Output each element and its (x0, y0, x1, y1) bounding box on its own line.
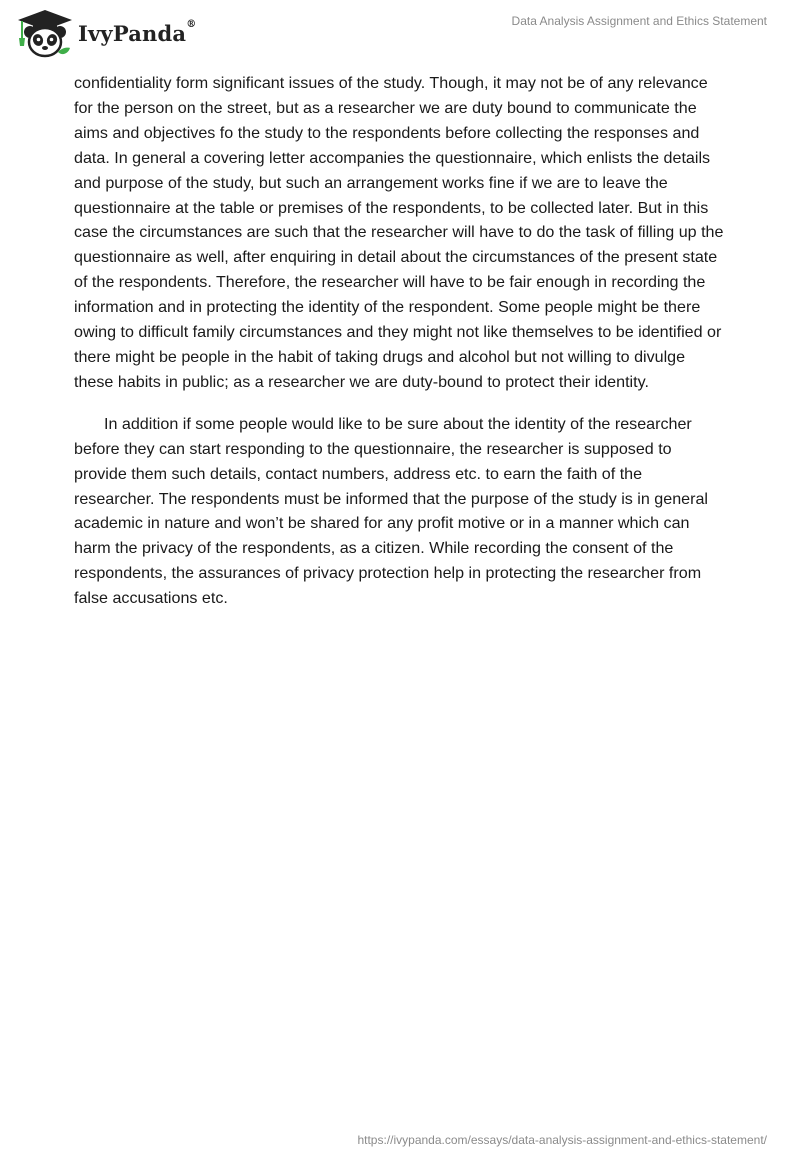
paragraph: confidentiality form significant issues of the study. Though, it may not be of any relevance for the person on the street, but as a researcher we are duty bound to communicate the aims and objectives fo the study to the respondents before collecting the responses and data. In general a covering letter accompanies the questionnaire, which enlists the details and purpose of the study, but such an arrangement works fine if we are to leave the questionnaire at the table or premises of the respondents, to be collected later. But in this case the circumstances are such that the researcher will have to do the task of filling up the questionnaire as well, after enquiring in detail about the circumstances of the present state of the respondents. Therefore, the researcher will have to be fair enough in recording the information and in protecting the identity of the respondent. Some people might be there owing to difficult family circumstances and they might not like themselves to be identified or there might be people in the habit of taking drugs and alcohol but not willing to divulge these habits in public; as a researcher we are duty-bound to protect their identity. (74, 74, 724, 391)
registered-mark: ® (186, 19, 197, 30)
document-title: Data Analysis Assignment and Ethics Statement (511, 14, 767, 28)
ivypanda-logo[interactable] (14, 8, 204, 58)
panda-graduation-cap-icon (14, 8, 76, 58)
brand-name: IvyPanda® (78, 19, 197, 46)
paragraph: In addition if some people would like to be sure about the identity of the researcher before they can start responding to the questionnaire, the researcher is supposed to provide them such details, contact numbers, address etc. to earn the faith of the researcher. The respondents must be informed that the purpose of the study is in general academic in nature and won’t be shared for any profit motive or in a manner which can harm the privacy of the respondents, as a citizen. While recording the consent of the respondents, the assurances of privacy protection help in protecting the researcher from false accusations etc. (74, 414, 708, 608)
essay-body (74, 71, 726, 628)
page-header (0, 0, 800, 70)
source-url[interactable]: https://ivypanda.com/essays/data-analysis-assignment-and-ethics-statement/ (357, 1133, 767, 1147)
